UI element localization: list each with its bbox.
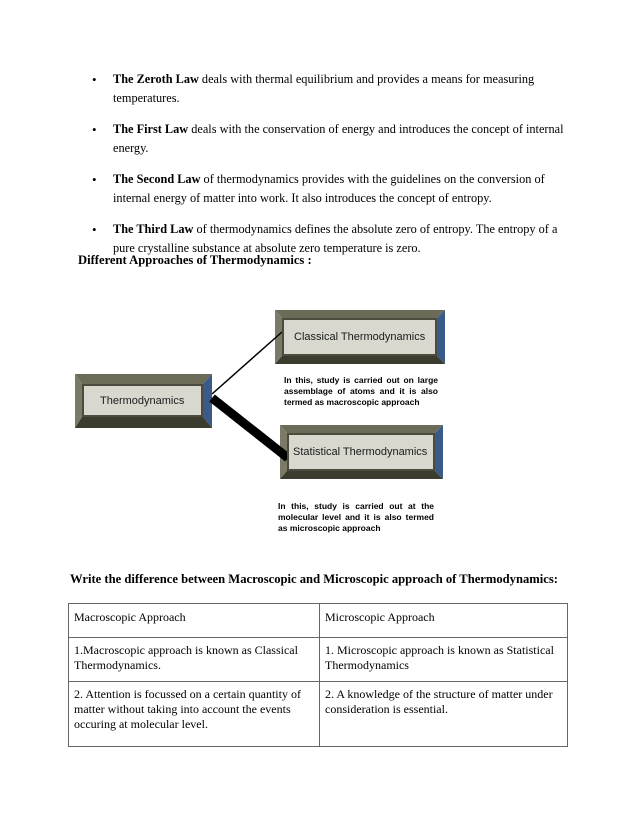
approaches-diagram (60, 290, 460, 550)
comparison-table (68, 603, 568, 747)
header-microscopic: Microscopic Approach (320, 604, 568, 638)
table-cell: 1.Macroscopic approach is known as Classical Thermodynamics. (69, 638, 320, 682)
bullet-icon: • (92, 122, 97, 137)
connector-classical (212, 332, 282, 394)
bullet-icon: • (92, 172, 97, 187)
classical-box-bottom-bevel (275, 356, 445, 364)
table-header-row (69, 604, 568, 638)
statistical-box-side-bevel (435, 425, 443, 479)
law-text: deals with the conservation of energy and introduces the concept of internal energy. (113, 122, 564, 155)
table-cell: 1. Microscopic approach is known as Statistical Thermodynamics (320, 638, 568, 682)
root-box-bottom-bevel (75, 417, 212, 428)
table-row (69, 638, 568, 682)
law-item-second (86, 170, 566, 208)
law-text: deals with thermal equilibrium and provides a means for measuring temperatures. (113, 72, 535, 105)
table-row (69, 682, 568, 747)
classical-box-top-bevel (275, 310, 445, 318)
law-item-zeroth (86, 70, 566, 108)
law-item-first (86, 120, 566, 158)
table-cell: 2. Attention is focussed on a certain quantity of matter without taking into account the events occuring at molecular level. (69, 682, 320, 747)
difference-heading: Write the difference between Macroscopic and Microscopic approach of Thermodynamics: (70, 572, 558, 586)
law-term: The Third Law (113, 222, 194, 236)
law-text: of thermodynamics provides with the guidelines on the conversion of internal energy of matter into work. It also introduces the concept of entropy. (113, 172, 545, 205)
root-box-top-bevel (75, 374, 212, 384)
root-box-face: Thermodynamics (82, 384, 203, 417)
table-cell: 2. A knowledge of the structure of matter under consideration is essential. (320, 682, 568, 747)
classical-box-face: Classical Thermodynamics (282, 318, 437, 356)
law-term: The Zeroth Law (113, 72, 199, 86)
connector-statistical (212, 398, 288, 458)
bullet-icon: • (92, 222, 97, 237)
statistical-box-face: Statistical Thermodynamics (287, 433, 435, 471)
law-text: of thermodynamics defines the absolute zero of entropy. The entropy of a pure crystalline substance at absolute zero temperature is zero. (113, 222, 558, 255)
statistical-box-top-bevel (280, 425, 443, 433)
law-term: The First Law (113, 122, 189, 136)
bullet-icon: • (92, 72, 97, 87)
statistical-box-bottom-bevel (280, 471, 443, 479)
classical-box-side-bevel (437, 310, 445, 364)
header-macroscopic: Macroscopic Approach (69, 604, 320, 638)
statistical-note: In this, study is carried out at the molecular level and it is also termed as microscopic approach (278, 501, 434, 533)
law-term: The Second Law (113, 172, 201, 186)
approaches-heading: Different Approaches of Thermodynamics : (78, 253, 312, 267)
classical-note: In this, study is carried out on large assemblage of atoms and it is also termed as macroscopic approach (284, 375, 438, 407)
laws-list (86, 70, 566, 270)
